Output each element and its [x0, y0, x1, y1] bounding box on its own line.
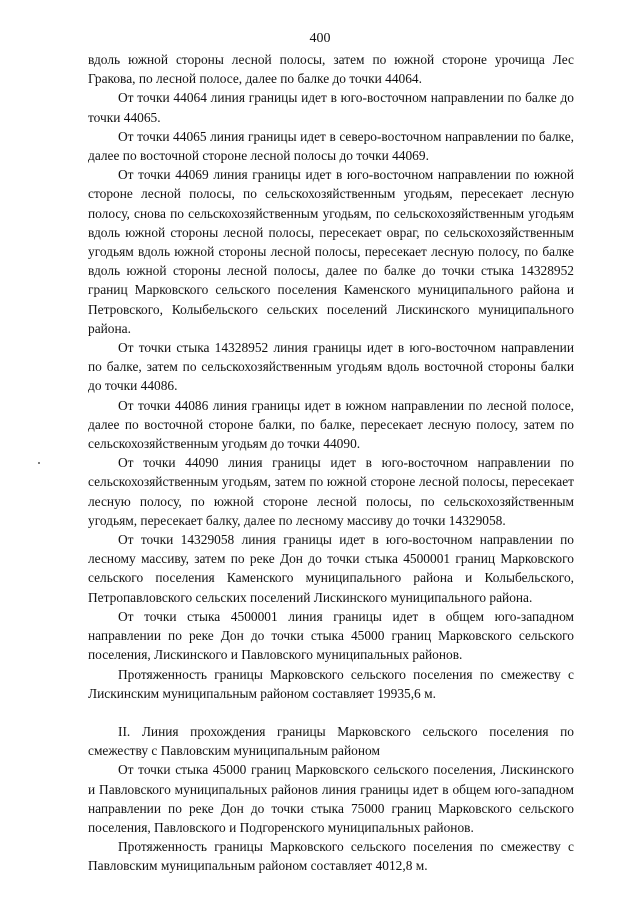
paragraph-14329058: От точки 14329058 линия границы идет в юго-восточном направлении по лесному массиву, затем по реке Дон до точки стыка 4500001 границ Марковского сельского поселения Каменского муниципального района и Колыбельского, Петропавловского сельских поселений Лискинского муниципального района. [88, 532, 574, 605]
paragraph-45000: От точки стыка 45000 границ Марковского сельского поселения, Лискинского и Павловского муниципальных районов линия границы идет в общем юго-западном направлении по реке Дон до точки стыка 75000 границ Марковского сельского поселения, Павловского и Подгоренского муниципальных районов. [88, 762, 574, 835]
paragraph-44090: От точки 44090 линия границы идет в юго-восточном направлении по сельскохозяйственным угодьям, затем по южной стороне лесной полосы, пересекает лесную полосу, по южной стороне лесной полосы, по сельскохозяйственным угодьям, пересекает балку, далее по лесному массиву до точки 14329058. [88, 455, 574, 528]
page-number: 400 [309, 31, 331, 46]
section-heading-pavlovsk: II. Линия прохождения границы Марковского сельского поселения по смежеству с Павловским муниципальным районом [88, 723, 574, 759]
paragraph-44064: От точки 44064 линия границы идет в юго-восточном направлении по балке до точки 44065. [88, 90, 574, 125]
paragraph-44069: От точки 44069 линия границы идет в юго-восточном направлении по южной стороне лесной полосы, по сельскохозяйственным угодьям, пересекает лесную полосу, снова по сельскохозяйственным угодьям, по сельскохозяйственным угодьям вдоль южной стороны лесной полосы, пересекает овраг, по сельскохозяйственным угодьям вдоль южной стороны лесной полосы, пересекает лесную полосу, по балке вдоль южной стороны лесной полосы, далее по балке до точки стыка 14328952 границ Марковского сельского поселения Каменского муниципального района и Петровского, Колыбельского сельских поселений Лискинского муниципального района. [88, 167, 574, 336]
document-body [88, 50, 574, 876]
paragraph-44086: От точки 44086 линия границы идет в южном направлении по лесной полосе, далее по восточной стороне балки, по балке, пересекает лесную полосу, затем по сельскохозяйственным угодьям до точки 44090. [88, 397, 574, 452]
paragraph-continuation: вдоль южной стороны лесной полосы, затем по южной стороне урочища Лес Гракова, по лесной полосе, далее по балке до точки 44064. [88, 52, 574, 87]
paragraph-14328952: От точки стыка 14328952 линия границы идет в юго-восточном направлении по балке, затем по сельскохозяйственным угодьям вдоль восточной стороны балки до точки 44086. [88, 340, 574, 394]
scan-speck [38, 462, 40, 464]
paragraph-length-pavlovsk: Протяженность границы Марковского сельского поселения по смежеству с Павловским муниципальным районом составляет 4012,8 м. [88, 839, 574, 874]
paragraph-4500001: От точки стыка 4500001 линия границы идет в общем юго-западном направлении по реке Дон до точки стыка 45000 границ Марковского сельского поселения, Лискинского и Павловского муниципальных районов. [88, 608, 574, 663]
paragraph-length-liski: Протяженность границы Марковского сельского поселения по смежеству с Лискинским муниципальным районом составляет 19935,6 м. [88, 666, 574, 701]
paragraph-44065: От точки 44065 линия границы идет в северо-восточном направлении по балке, далее по восточной стороне лесной полосы до точки 44069. [88, 128, 574, 164]
